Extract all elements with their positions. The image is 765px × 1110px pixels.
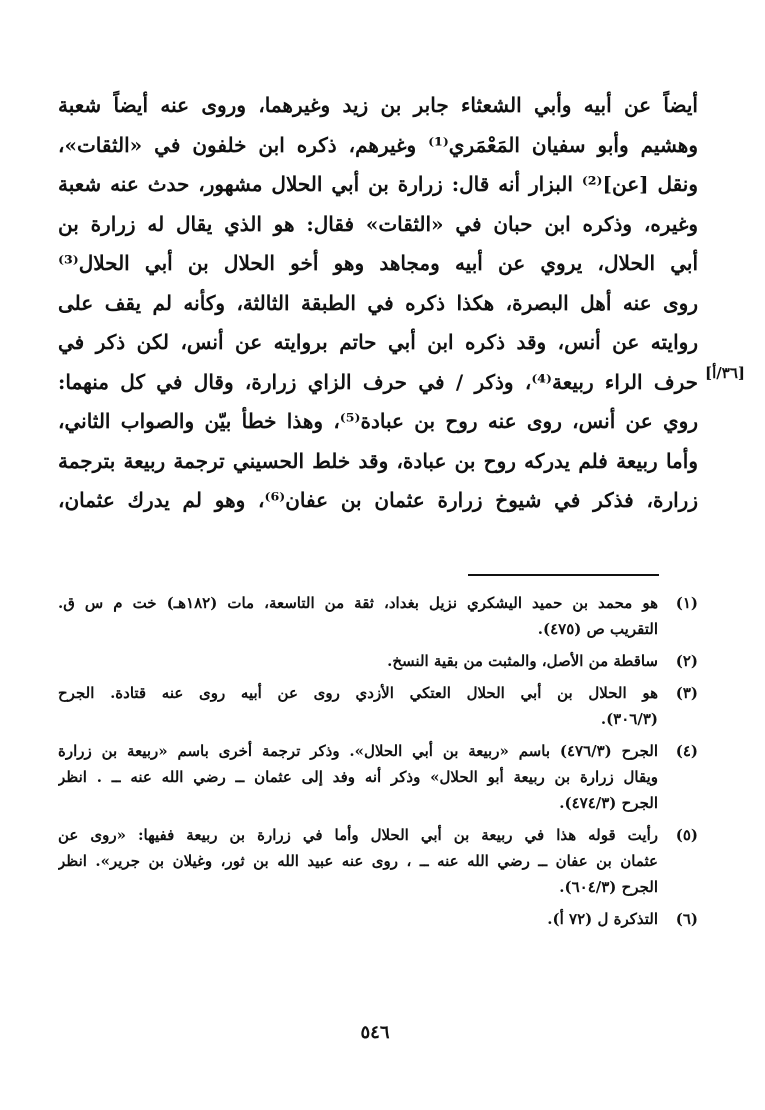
main-line: زرارة، فذكر في شيوخ زرارة عثمان بن عفان⁽⁶⁾، وهو لم يدرك عثمان، (58, 488, 698, 512)
main-line: وغيره، وذكره ابن حبان في «الثقات» فقال: هو الذي يقال له زرارة بن (58, 211, 698, 236)
footnote-body (58, 822, 658, 900)
footnote-number: (١) (675, 594, 698, 612)
footnote-body (58, 738, 658, 816)
footnote (58, 590, 698, 642)
main-line: روى عنه أهل البصرة، هكذا ذكره في الطبقة الثالثة، وكأنه لم يقف على (58, 290, 698, 315)
main-text (58, 86, 698, 521)
footnote (58, 906, 698, 932)
footnote (58, 648, 698, 674)
footnote-line: الجرح (٦٠٤/٣). (559, 878, 658, 896)
footnote-line: التقريب ص (٤٧٥). (537, 620, 658, 638)
footnote-number: (٥) (675, 826, 698, 844)
footnote-line: رأيت قوله هذا في ربيعة بن أبي الحلال وأما في زرارة بن ربيعة ففيها: «روى عن (58, 826, 658, 844)
footnote-number: (٤) (675, 742, 698, 760)
footnote-line: ويقال زرارة بن ربيعة أبو الحلال» وذكر أنه وفد إلى عثمان ــ رضي الله عنه ــ . انظر (58, 768, 658, 786)
manuscript-folio-marker: [٣٦/أ] (705, 364, 745, 382)
footnote (58, 822, 698, 900)
footnote-body (58, 648, 658, 674)
footnote (58, 738, 698, 816)
footnote-number: (٣) (675, 684, 698, 702)
footnote-line: الجرح (٤٧٦/٣) باسم «ربيعة بن أبي الحلال». وذكر ترجمة أخرى باسم «ربيعة بن زرارة (58, 742, 658, 760)
main-line: روايته عن أنس، وقد ذكره ابن أبي حاتم بروايته عن أنس، لكن ذكر في (58, 330, 698, 354)
footnote-separator (468, 574, 659, 576)
footnote-number: (٦) (675, 910, 698, 928)
footnote-number: (٢) (675, 652, 698, 670)
footnote-line: هو محمد بن حميد اليشكري نزيل بغداد، ثقة من التاسعة، مات (١٨٢هـ) خت م س ق. (58, 594, 658, 612)
footnote-line: عثمان بن عفان ــ رضي الله عنه ــ ، روى عنه عبيد الله بن ثور، وغيلان بن جرير». انظر (58, 852, 658, 870)
footnote-line: (٣٠٦/٣). (600, 710, 658, 728)
main-line: أبي الحلال، يروي عن أبيه ومجاهد وهو أخو الحلال بن أبي الحلال⁽³⁾ (58, 251, 698, 275)
footnote (58, 680, 698, 732)
footnote-line: هو الحلال بن أبي الحلال العتكي الأزدي روى عن أبيه روى عنه قتادة. الجرح (58, 684, 658, 702)
footnote-body (58, 590, 658, 642)
main-line: حرف الراء ربيعة⁽⁴⁾، وذكر / في حرف الزاي زرارة، وقال في كل منهما: (58, 369, 698, 394)
main-line: وهشيم وأبو سفيان المَعْمَري⁽¹⁾ وغيرهم، ذكره ابن خلفون في «الثقات»، (58, 132, 698, 157)
footnote-line: التذكرة ل (٧٢ أ). (547, 910, 658, 928)
main-line: وأما ربيعة فلم يدركه روح بن عبادة، وقد خلط الحسيني ترجمة ربيعة بترجمة (58, 448, 698, 473)
main-line: ونقل [عن]⁽²⁾ البزار أنه قال: زرارة بن أبي الحلال مشهور، حدث عنه شعبة (58, 172, 698, 196)
main-line: روي عن أنس، روى عنه روح بن عبادة⁽⁵⁾، وهذا خطأ بيّن والصواب الثاني، (58, 409, 698, 433)
footnote-line: ساقطة من الأصل، والمثبت من بقية النسخ. (387, 652, 658, 670)
footnote-line: الجرح (٤٧٤/٣). (559, 794, 658, 812)
main-line: أيضاً عن أبيه وأبي الشعثاء جابر بن زيد وغيرهما، وروى عنه أيضاً شعبة (58, 93, 698, 117)
footnotes (58, 590, 698, 938)
page-number: ٥٤٦ (360, 1022, 390, 1043)
footnote-body (58, 680, 658, 732)
footnote-body (58, 906, 658, 932)
